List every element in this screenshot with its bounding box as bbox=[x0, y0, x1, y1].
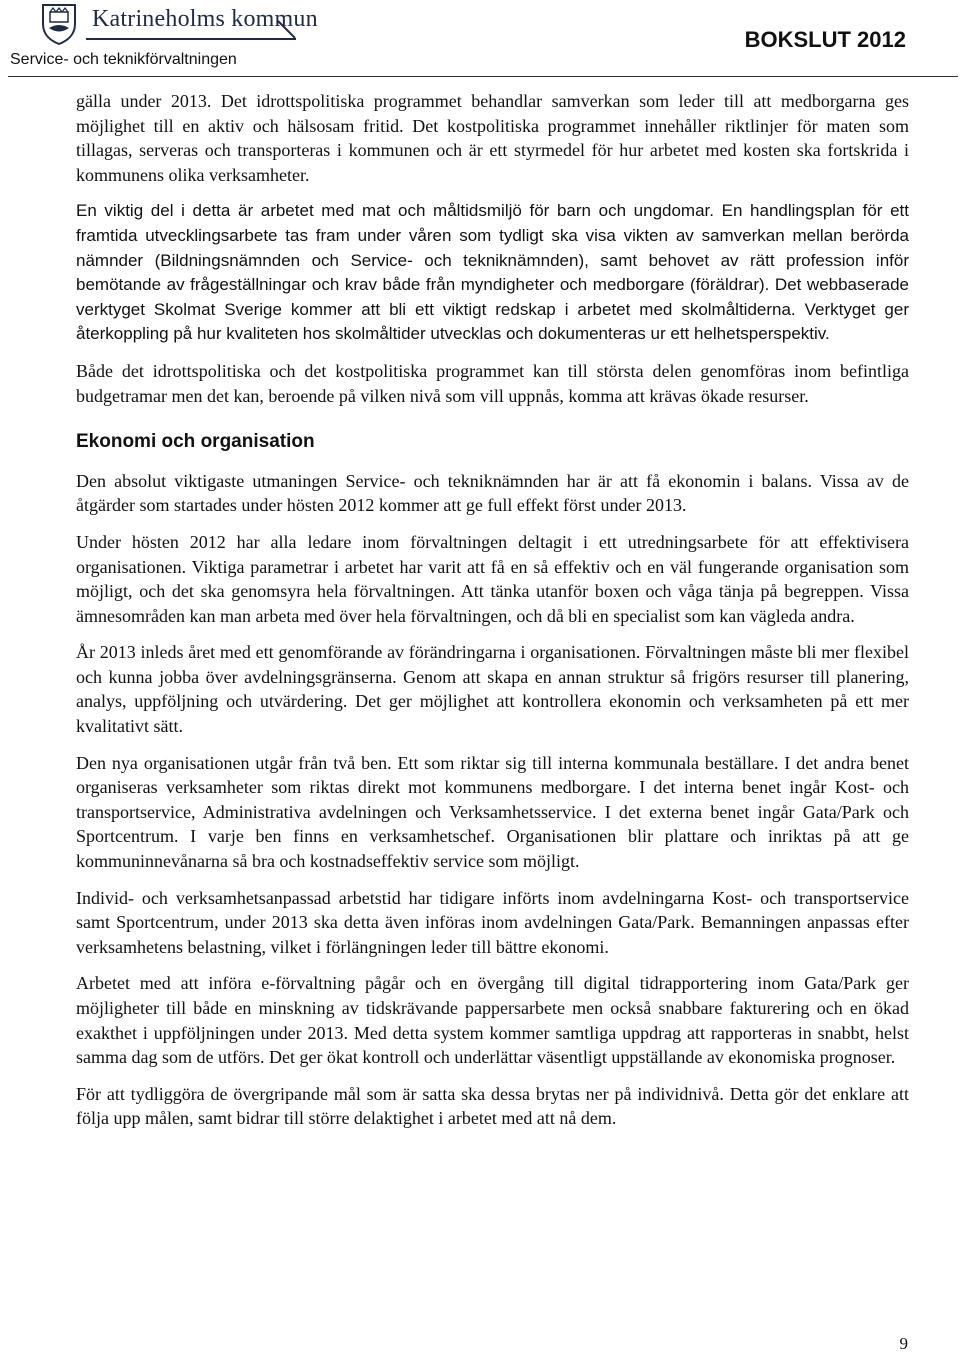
paragraph: År 2013 inleds året med ett genomförande av förändringarna i organisationen. Förvaltningen måste bli mer flexibel och kunna jobba över avdelningsgränserna. Genom att skapa en annan struktur så frigörs resurser till planering, analys, uppföljning och utvärdering. Det ger möjlighet att kontrollera ekonomin och verksamheten på ett mer kvalitativt sätt. bbox=[76, 642, 909, 737]
header-divider bbox=[8, 76, 958, 77]
paragraph: För att tydliggöra de övergripande mål som är satta ska dessa brytas ner på individnivå. Detta gör det enklare att följa upp målen, samt bidrar till större delaktighet i arbetet med att nå dem. bbox=[76, 1083, 909, 1129]
paragraph: Både det idrottspolitiska och det kostpolitiska programmet kan till största delen genomföras inom befintliga budgetramar men det kan, beroende på vilken nivå som vill uppnås, komma att krävas ökade resurser. bbox=[76, 360, 909, 406]
municipality-name: Katrineholms kommun bbox=[92, 6, 318, 32]
document-body bbox=[76, 89, 909, 1143]
page-header bbox=[0, 0, 960, 80]
logo-underline bbox=[86, 38, 296, 40]
paragraph: gälla under 2013. Det idrottspolitiska programmet behandlar samverkan som leder till att medborgarna ges möjlighet till en aktiv och hälsosam fritid. Det kostpolitiska programmet innehåller riktlinjer för maten som tillagas, serveras och transporteras i kommunen och är ett styrmedel för hur arbetet med kosten ska fortskrida i kommunens olika verksamheter. bbox=[76, 91, 909, 185]
page-number: 9 bbox=[899, 1334, 908, 1353]
section-heading: Ekonomi och organisation bbox=[76, 431, 315, 453]
paragraph: Arbetet med att införa e-förvaltning pågår och en övergång till digital tidrapportering inom Gata/Park ger möjligheter till både en minskning av tidskrävande pappersarbete men också snabbare fakturering och en ökad exakthet i uppföljningen under 2013. Med detta system kommer samtliga uppdrag att rapporteras in snabbt, helst samma dag som de utförs. Det ger ökat kontroll och underlättar väsentligt uppställande av ekonomiska prognoser. bbox=[76, 973, 909, 1068]
paragraph: En viktig del i detta är arbetet med mat och måltidsmiljö för barn och ungdomar. En handlingsplan för ett framtida utvecklingsarbete tas fram under våren som tydligt ska visa vikten av samverkan mellan berörda nämnder (Bildningsnämnden och Service- och tekniknämnden), samt behovet av rätt profession inför bemötande av frågeställningar och krav både från myndigheter och medborgare (föräldrar). Det webbaserade verktyget Skolmat Sverige kommer att bli ett viktigt redskap i arbetet med skolmåltiderna. Verktyget ger återkoppling på hur kvaliteten hos skolmåltider utvecklas och dokumenteras ur ett helhetsperspektiv. bbox=[76, 201, 909, 344]
report-title: BOKSLUT 2012 bbox=[744, 27, 906, 52]
paragraph: Under hösten 2012 har alla ledare inom förvaltningen deltagit i ett utredningsarbete för att effektivisera organisationen. Viktiga parametrar i arbetet har varit att få en så effektiv och en väl fungerande organisation som möjligt, och det ska genomsyra hela förvaltningen. Att tänka utanför boxen och våga tänja på begreppen. Vissa ämnesområden kan man arbeta med över hela förvaltningen, och då bli en specialist som kan vägleda andra. bbox=[76, 531, 909, 626]
department-name: Service- och teknikförvaltningen bbox=[10, 51, 237, 68]
paragraph: Individ- och verksamhetsanpassad arbetstid har tidigare införts inom avdelningarna Kost- och transportservice samt Sportcentrum, under 2013 ska detta även införas inom avdelningen Gata/Park. Bemanningen anpassas efter verksamhetens belastning, vilket i förlängningen leder till bättre ekonomi. bbox=[76, 887, 909, 957]
coat-of-arms-icon bbox=[40, 2, 78, 46]
paragraph: Den absolut viktigaste utmaningen Service- och tekniknämnden har är att få ekonomin i balans. Vissa av de åtgärder som startades under hösten 2012 kommer att ge full effekt först under 2013. bbox=[76, 470, 909, 516]
paragraph: Den nya organisationen utgår från två ben. Ett som riktar sig till interna kommunala beställare. I det andra benet organiseras verksamheter som riktas direkt mot kommunens medborgare. I det interna benet ingår Kost- och transportservice, Administrativa avdelningen och Verksamhetsservice. I det externa benet ingår Gata/Park och Sportcentrum. I varje ben finns en verksamhetschef. Organisationen blir plattare och inriktas på att ge kommuninnevånarna så bra och kostnadseffektiv service som möjligt. bbox=[76, 752, 909, 872]
